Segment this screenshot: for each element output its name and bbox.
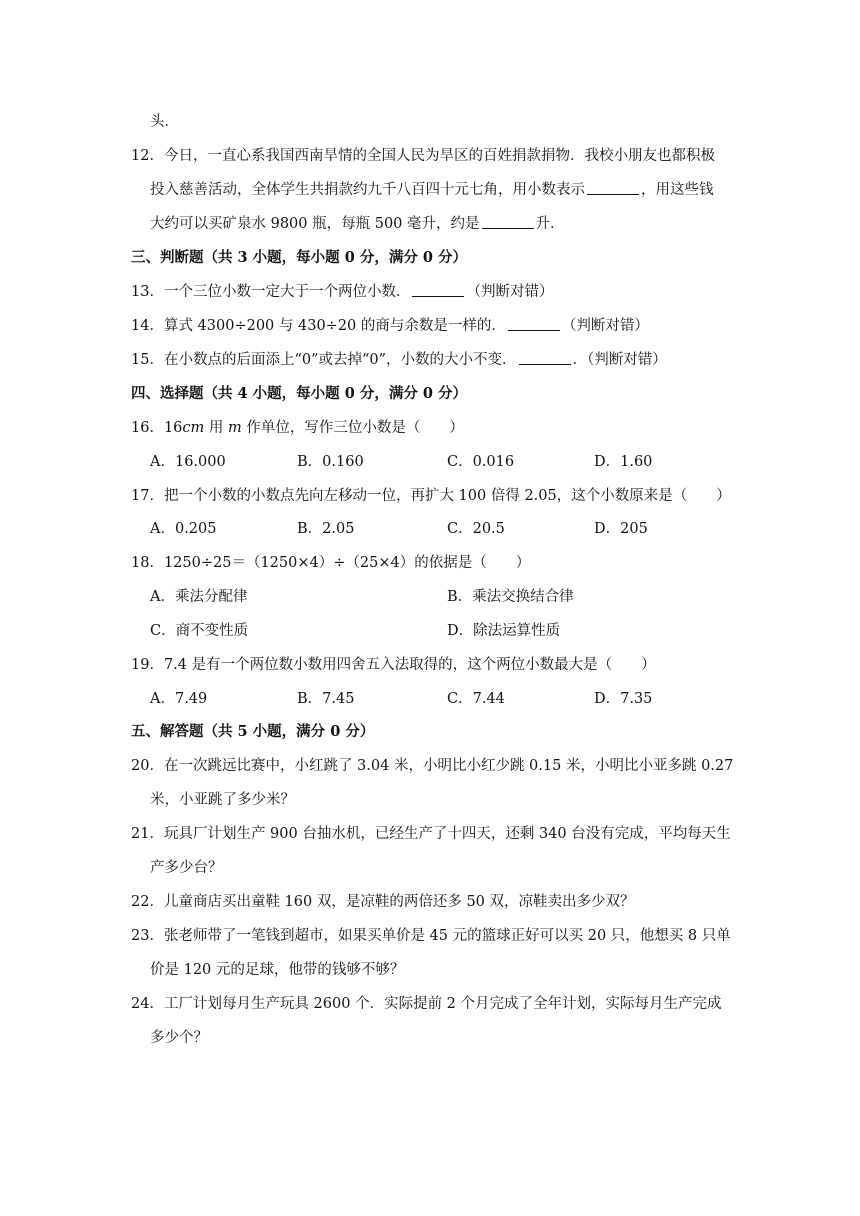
question-21-line-1: 21．玩具厂计划生产 900 台抽水机，已经生产了十四天，还剩 340 台没有完成，平均每天生 bbox=[131, 826, 731, 842]
question-16-option-d[interactable]: D．1.60 bbox=[594, 454, 653, 470]
unit-cm: cm bbox=[182, 420, 205, 436]
answer-blank[interactable] bbox=[508, 316, 560, 331]
question-18-stem: 18．1250÷25＝（1250×4）÷（25×4）的依据是（ ） bbox=[131, 555, 531, 571]
section-5-heading: 五、解答题（共 5 小题，满分 0 分） bbox=[131, 723, 375, 740]
question-18-option-a[interactable]: A．乘法分配律 bbox=[150, 589, 248, 605]
answer-blank[interactable] bbox=[519, 350, 571, 365]
question-16-text-b: 用 bbox=[204, 420, 228, 436]
question-13-stem: 13．一个三位小数一定大于一个两位小数． bbox=[131, 284, 411, 300]
question-20-line-2: 米，小亚跳了多少米？ bbox=[150, 792, 295, 808]
answer-blank[interactable] bbox=[587, 180, 639, 195]
section-4-heading: 四、选择题（共 4 小题，每小题 0 分，满分 0 分） bbox=[131, 385, 468, 402]
question-12-line-1: 12．今日，一直心系我国西南旱情的全国人民为旱区的百姓捐款捐物．我校小朋友也都积极 bbox=[131, 148, 715, 164]
question-15-stem: 15．在小数点的后面添上“0”或去掉“0”，小数的大小不变． bbox=[131, 352, 517, 368]
answer-blank[interactable] bbox=[412, 282, 464, 297]
question-12-text-b: ，用这些钱 bbox=[641, 182, 714, 198]
question-17-option-b[interactable]: B．2.05 bbox=[297, 521, 355, 537]
question-14-stem: 14．算式 4300÷200 与 430÷20 的商与余数是一样的． bbox=[131, 318, 506, 334]
question-21-line-2: 产多少台？ bbox=[150, 860, 223, 876]
question-15-suffix: ．（判断对错） bbox=[572, 352, 667, 368]
question-18-option-b[interactable]: B．乘法交换结合律 bbox=[447, 589, 574, 605]
question-16-option-b[interactable]: B．0.160 bbox=[297, 454, 364, 470]
unit-m: m bbox=[228, 420, 242, 436]
question-12-line-2 bbox=[150, 180, 714, 200]
question-12-text-c: 大约可以买矿泉水 9800 瓶，每瓶 500 毫升，约是 bbox=[150, 216, 480, 232]
question-19-option-c[interactable]: C．7.44 bbox=[447, 691, 505, 707]
question-19-option-b[interactable]: B．7.45 bbox=[297, 691, 355, 707]
question-19-option-a[interactable]: A．7.49 bbox=[150, 691, 208, 707]
section-3-heading: 三、判断题（共 3 小题，每小题 0 分，满分 0 分） bbox=[131, 249, 468, 266]
question-24-line-2: 多少个？ bbox=[150, 1030, 208, 1046]
question-16-stem bbox=[131, 418, 464, 438]
continuation-text: 头． bbox=[150, 114, 179, 130]
question-16-text-a: 16．16 bbox=[131, 420, 183, 436]
question-17-option-a[interactable]: A．0.205 bbox=[150, 521, 217, 537]
question-24-line-1: 24．工厂计划每月生产玩具 2600 个．实际提前 2 个月完成了全年计划，实际每月生产完成 bbox=[131, 996, 722, 1012]
question-14 bbox=[131, 316, 649, 336]
question-23-line-2: 价是 120 元的足球，他带的钱够不够？ bbox=[150, 962, 405, 978]
question-13-suffix: （判断对错） bbox=[466, 284, 554, 300]
question-14-suffix: （判断对错） bbox=[561, 318, 649, 334]
question-16-option-c[interactable]: C．0.016 bbox=[447, 454, 515, 470]
question-17-option-d[interactable]: D．205 bbox=[594, 521, 648, 537]
question-18-option-d[interactable]: D．除法运算性质 bbox=[447, 623, 561, 639]
question-18-option-c[interactable]: C．商不变性质 bbox=[150, 623, 249, 639]
question-20-line-1: 20．在一次跳远比赛中，小红跳了 3.04 米，小明比小红少跳 0.15 米，小明比小亚多跳 0.27 bbox=[131, 758, 734, 774]
question-17-option-c[interactable]: C．20.5 bbox=[447, 521, 505, 537]
answer-blank[interactable] bbox=[482, 214, 534, 229]
question-15 bbox=[131, 350, 667, 370]
question-19-stem: 19．7.4 是有一个两位数小数用四舍五入法取得的，这个两位小数最大是（ ） bbox=[131, 657, 656, 673]
question-13 bbox=[131, 282, 553, 302]
question-22-line-1: 22．儿童商店买出童鞋 160 双，是凉鞋的两倍还多 50 双，凉鞋卖出多少双？ bbox=[131, 894, 635, 910]
question-19-option-d[interactable]: D．7.35 bbox=[594, 691, 653, 707]
question-12-text-a: 投入慈善活动，全体学生共捐款约九千八百四十元七角，用小数表示 bbox=[150, 182, 585, 198]
question-16-option-a[interactable]: A．16.000 bbox=[150, 454, 226, 470]
question-12-line-3 bbox=[150, 214, 565, 234]
question-12-text-d: 升． bbox=[535, 216, 565, 232]
question-17-stem: 17．把一个小数的小数点先向左移动一位，再扩大 100 倍得 2.05，这个小数原来是（ ） bbox=[131, 488, 731, 504]
question-23-line-1: 23．张老师带了一笔钱到超市，如果买单价是 45 元的篮球正好可以买 20 只，他想买 8 只单 bbox=[131, 928, 731, 944]
question-16-text-c: 作单位，写作三位小数是（ ） bbox=[241, 420, 464, 436]
